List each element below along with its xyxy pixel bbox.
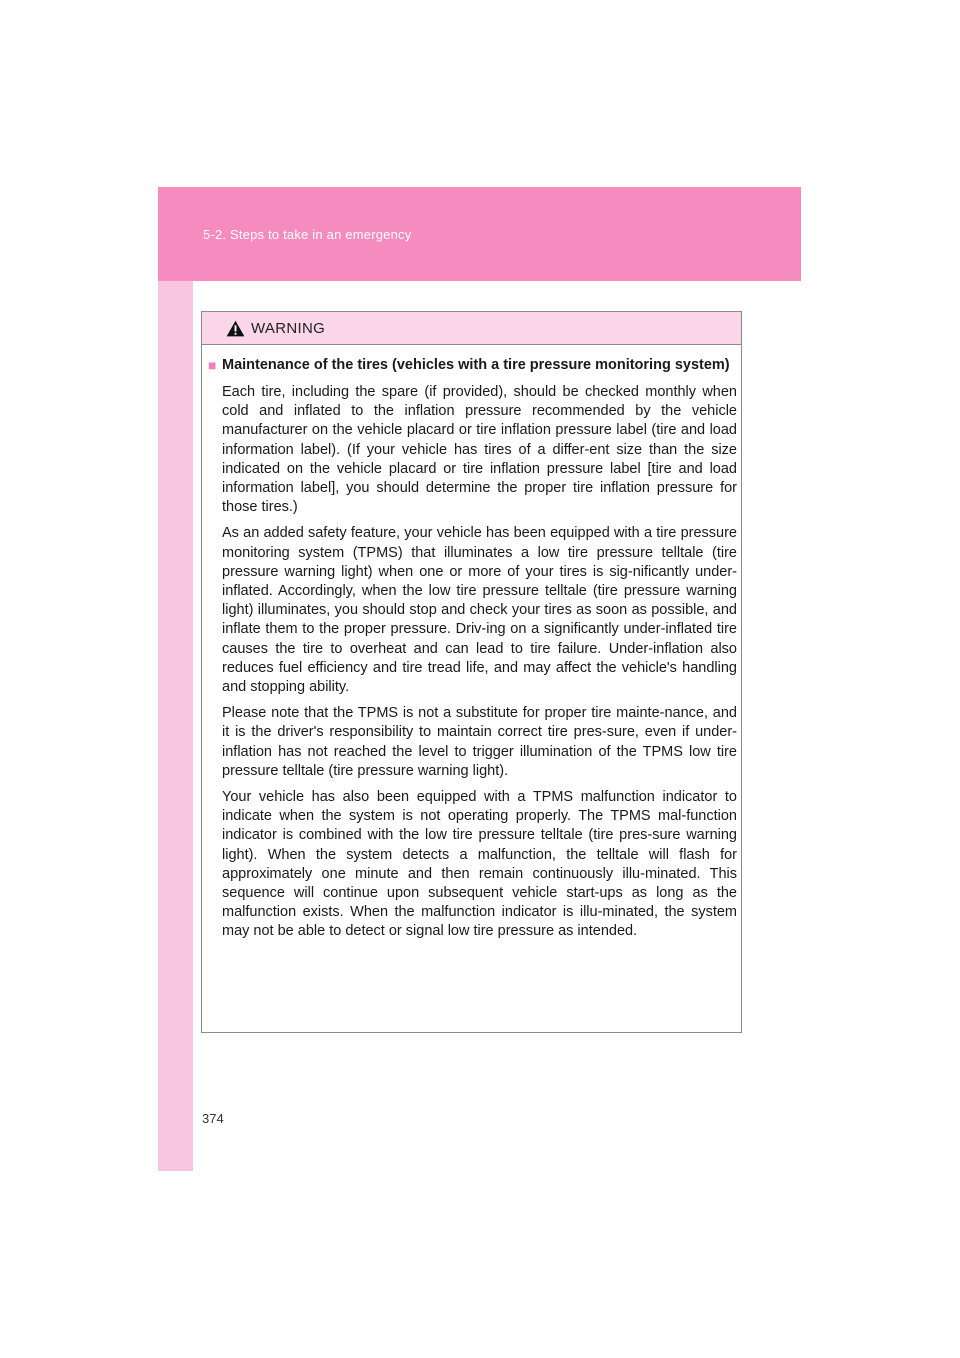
heading-text: Maintenance of the tires (vehicles with a tire pressure monitoring system) — [222, 357, 730, 373]
warning-title: WARNING — [251, 319, 326, 337]
paragraph-tire-check: Each tire, including the spare (if provided), should be checked monthly when cold and inflated to the inflation pressure recommended by the vehicle manufacturer on the vehicle placard or tire inflation pressure label (tire and load information label). (If your vehicle has tires of a differ-ent size than the size indicated on the vehicle placard or tire inflation pressure label [tire and load information label], you should determine the proper tire inflation pressure for those tires.) — [222, 384, 737, 516]
warning-box — [201, 311, 742, 1033]
paragraph-malfunction-indicator: Your vehicle has also been equipped with a TPMS malfunction indicator to indicate when the system is not operating properly. The TPMS mal-function indicator is combined with the low tire pressure telltale (tire pres-sure warning light). When the system detects a malfunction, the telltale will flash for approximately one minute and then remain continuously illu-minated. This sequence will continue upon subsequent vehicle start-ups as long as the malfunction exists. When the malfunction indicator is illu-minated, the system may not be able to detect or signal low tire pressure as intended. — [222, 789, 737, 940]
paragraph-tpms-feature: As an added safety feature, your vehicle has been equipped with a tire pressure monitoring system (TPMS) that illuminates a low tire pressure telltale (tire pressure warning light) when one or more of your tires is sig-nificantly under-inflated. Accordingly, when the low tire pressure telltale (tire pressure warning light) illuminates, you should stop and check your tires as soon as possible, and inflate them to the proper pressure. Driv-ing on a significantly under-inflated tire causes the tire to overheat and can lead to tire failure. Under-inflation also reduces fuel efficiency and tire tread life, and may affect the vehicle's handling and stopping ability. — [222, 525, 737, 696]
section-heading — [208, 355, 737, 376]
square-bullet-icon: ■ — [208, 357, 217, 373]
warning-body — [202, 345, 741, 942]
side-strip — [158, 187, 193, 1171]
page-number: 374 — [202, 1111, 224, 1126]
paragraph-tpms-note: Please note that the TPMS is not a substitute for proper tire mainte-nance, and it is the driver's responsibility to maintain correct tire pres-sure, even if under-inflation has not reached the level to trigger illumination of the TPMS low tire pressure telltale (tire pressure warning light). — [222, 705, 737, 779]
warning-header — [202, 312, 741, 345]
warning-triangle-icon — [226, 320, 245, 337]
section-header: 5-2. Steps to take in an emergency — [203, 227, 412, 242]
